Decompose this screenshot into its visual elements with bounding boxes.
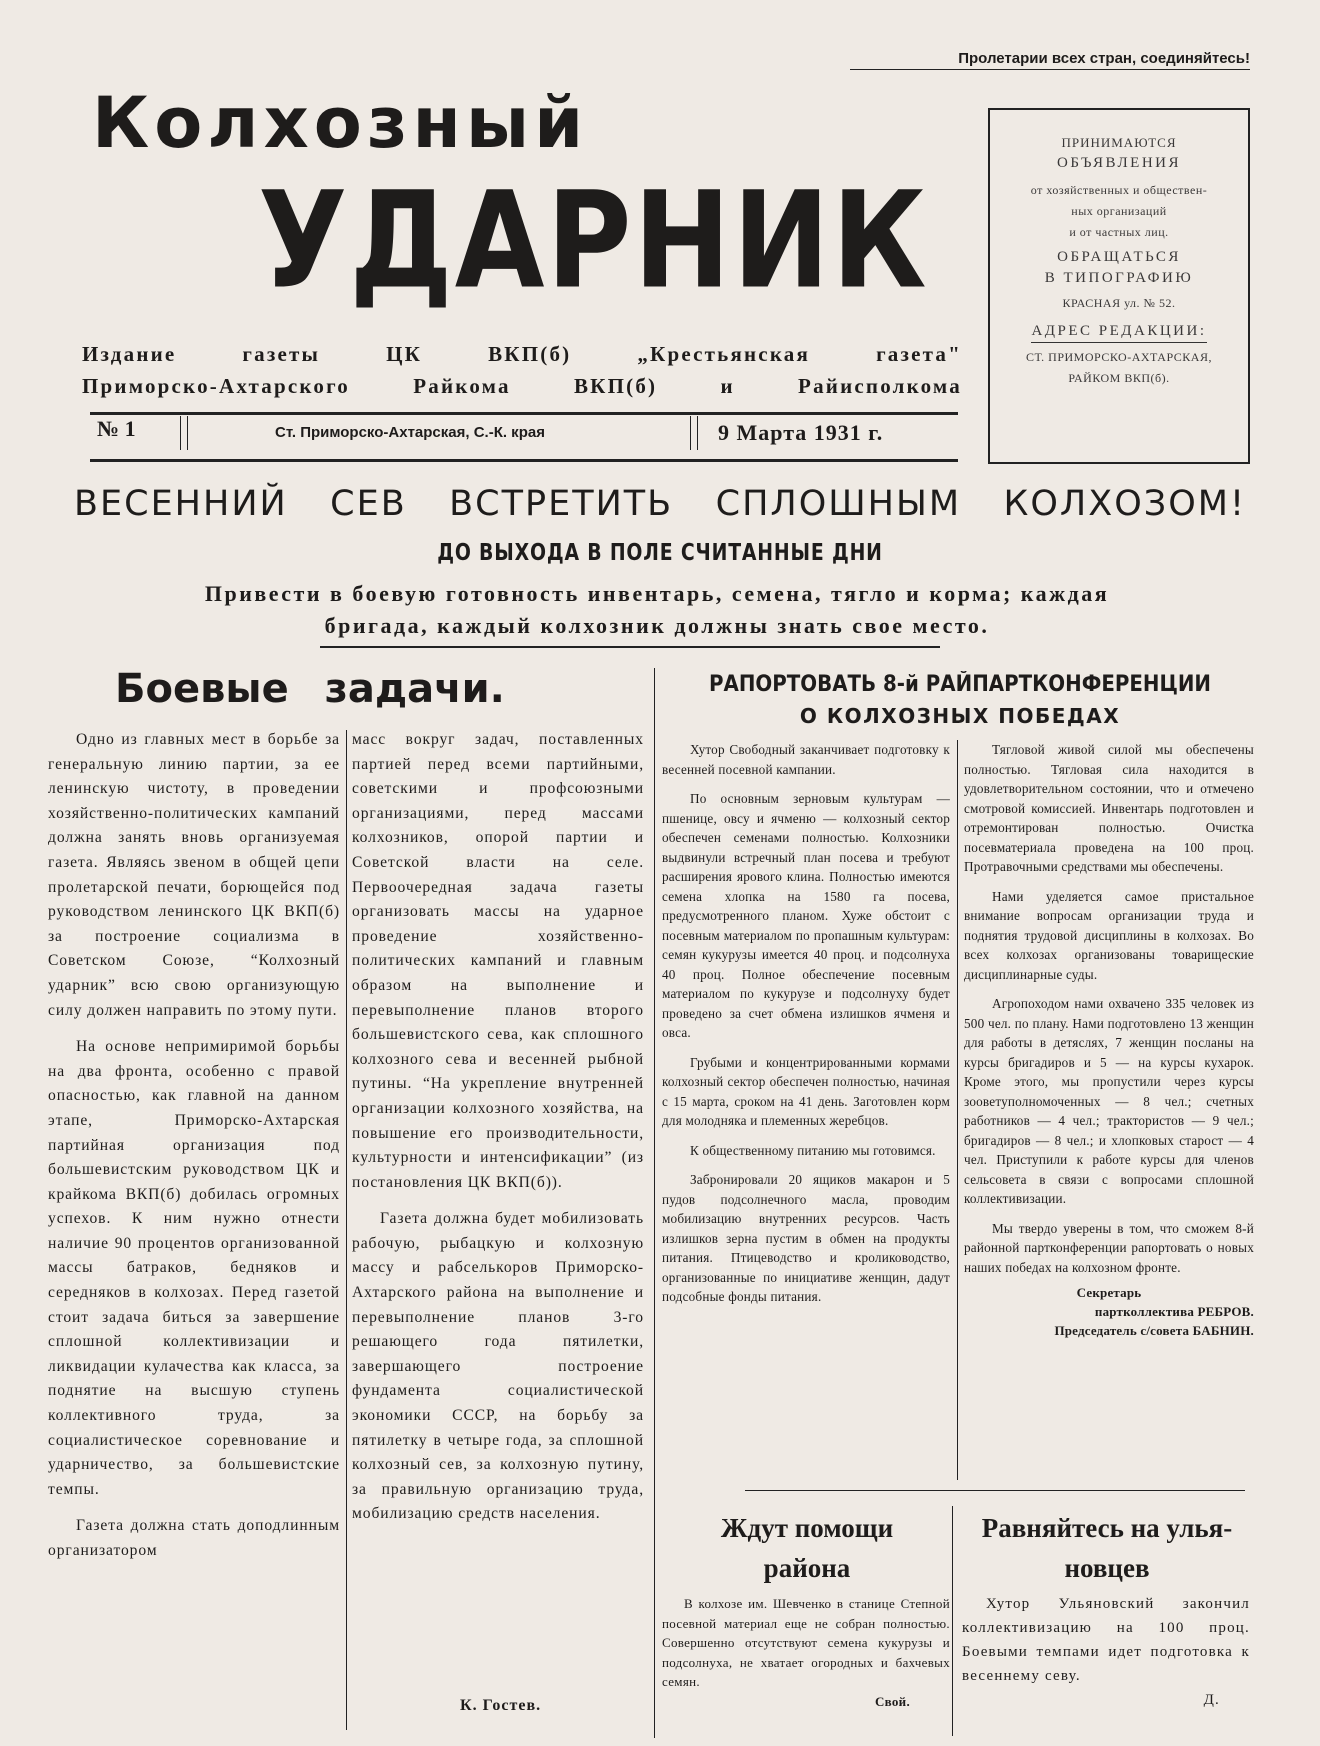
- article-text: [662, 1594, 950, 1712]
- column-divider: [952, 1506, 953, 1736]
- article-paragraph: Агропоходом нами охвачено 335 человек из 500 чел. по плану. Нами подготовлено 13 женщин для работы в детяслях, 7 женщин посланы на курсы бригадиров и 5 — на курсы кухарок. Кроме этого, мы пропустили через курсы зооветуполномоченных — 8 чел.; счетных работников — 4 чел.; трактористов — 9 чел.; бригадиров — 8 чел.; и хлопковых старост — 4 чел. Приступили к работе курсы для членов сельсовета в связи с вопросами сплошной коллективизации.: [964, 996, 1254, 1206]
- publisher-info: [82, 338, 962, 402]
- main-headline: ВЕСЕННИЙ СЕВ ВСТРЕТИТЬ СПЛОШНЫМ КОЛХОЗОМ!: [74, 484, 1246, 524]
- article-paragraph: В колхозе им. Шевченко в станице Степной посевной материал еще не собран полностью. Совершенно отсутствуют семена кукурузы и подсолнуха, не хватает огородных и бахчевых семян.: [662, 1596, 950, 1690]
- ad-line: ПРИНИМАЮТСЯ: [1061, 135, 1177, 150]
- issue-date: 9 Марта 1931 г.: [718, 420, 884, 445]
- newspaper-title-line1: Колхозный: [92, 82, 589, 164]
- article-paragraph: Мы твердо уверены в том, что сможем 8-й районной партконференции рапортовать о новых наших победах на колхозном фронте.: [964, 1220, 1254, 1275]
- article-title: РАПОРТОВАТЬ 8-й РАЙПАРТКОНФЕРЕНЦИИ: [709, 672, 1211, 697]
- lead-line1: Привести в боевую готовность инвентарь, семена, тягло и корма; каждая: [204, 581, 1110, 606]
- article-column: [964, 740, 1254, 1340]
- article-paragraph: Нами уделяется самое пристальное внимание вопросам организации труда и поднятия трудовой дисциплины в колхозах. Во всех колхозах организованы товарищеские дисциплинарные суды.: [964, 888, 1254, 982]
- article-title: Боевые задачи.: [115, 666, 505, 712]
- article-paragraph: Забронировали 20 ящиков макарон и 5 пудов подсолнечного масла, проводим мобилизацию внутренних ресурсов. Часть излишков зерна пустим в обмен на продукты питания. Птицеводство и кролиководство, организованные по инициативе женщин, дадут подсобные фонды питания.: [662, 1172, 950, 1304]
- article-title-line: Равняйтесь на улья-: [981, 1513, 1233, 1543]
- signature-line: партколлектива РЕБРОВ.: [1094, 1304, 1254, 1319]
- lead-line2: бригада, каждый колхозник должны знать свое место.: [324, 613, 990, 638]
- article-paragraph: масс вокруг задач, поставленных партией перед всеми партийными, советскими и профсоюзными организациями, перед массами колхозников, опорой партии и Советской власти на селе. Первоочередная задача газеты организовать массы на ударное проведение хозяйственно-политических кампаний и главным образом на выполнение и перевыполнение планов второго большевистского сева, как сплошного колхозного сева и весенней рыбной путины. “На укрепление внутренней организации колхозного хозяйства, на повышение его производительности, культурности и интенсификации” (из постановления ЦК ВКП(б)).: [352, 731, 644, 1191]
- article-column: [48, 728, 340, 1564]
- ad-line: РАЙКОМ ВКП(б).: [1068, 371, 1170, 385]
- article-title-line: района: [763, 1553, 851, 1583]
- article-title-line: Ждут помощи: [720, 1513, 894, 1543]
- article-subtitle: О КОЛХОЗНЫХ ПОБЕДАХ: [799, 704, 1121, 728]
- article-paragraph: Газета должна будет мобилизовать рабочую, рыбацкую и колхозную массу и рабселькоров Приморско-Ахтарского района на выполнение и перевыполнение планов 3-го решающего года пятилетки, завершающего построение фундамента социалистической экономики СССР, на борьбу за пятилетку в четыре года, за сплошной колхозный сев, за колхозную путину, за правильную организацию труда, мобилизацию средств населения.: [352, 1210, 644, 1523]
- article-author: Свой.: [874, 1693, 910, 1709]
- issue-number: № 1: [97, 416, 136, 441]
- ad-line: КРАСНАЯ ул. № 52.: [1062, 296, 1176, 310]
- article-paragraph: На основе непримиримой борьбы на два фронта, особенно с правой опасностью, как главной на данном этапе, Приморско-Ахтарская партийная организация под большевистским руководством ЦК и крайкома ВКП(б) добилась огромных успехов. К ним нужно отнести наличие 90 процентов организованной массы батраков, бедняков и середняков в колхозах. Перед газетой стоит задача биться за завершение сплошной коллективизации и ликвидации кулачества как класса, за поднятие на высшую ступень коллективного труда, за социалистическое соревнование и ударничество, за большевистские темпы.: [48, 1038, 340, 1498]
- article-paragraph: Тягловой живой силой мы обеспечены полностью. Тягловая сила находится в удовлетворительном состоянии, что и отмечено смотровой комиссией. Инвентарь подготовлен и отремонтирован полностью. Очистка посевматериала проведена на 100 проц. Протравочными средствами мы обеспечены.: [964, 742, 1254, 874]
- article-column: [662, 740, 950, 1307]
- article-column: [352, 728, 644, 1527]
- ad-line: от хозяйственных и обществен-: [1030, 183, 1208, 197]
- ad-line: и от частных лиц.: [1069, 225, 1169, 239]
- ad-line: В ТИПОГРАФИЮ: [1044, 270, 1194, 286]
- publisher-line2: Приморско-Ахтарского Райкома ВКП(б) и Райисполкома: [82, 374, 962, 398]
- article-paragraph: Газета должна стать доподлинным организатором: [48, 1517, 340, 1559]
- slogan: Пролетарии всех стран, соединяйтесь!: [850, 50, 1250, 70]
- publication-place: Ст. Приморско-Ахтарская, С.-К. края: [275, 424, 545, 441]
- ad-line: ОБРАЩАТЬСЯ: [1057, 249, 1181, 265]
- masthead-separator: [690, 416, 698, 450]
- sub-headline: ДО ВЫХОДА В ПОЛЕ СЧИТАННЫЕ ДНИ: [437, 540, 883, 566]
- article-title: [662, 1508, 952, 1588]
- advertisement-box: [988, 108, 1250, 464]
- divider: [745, 1490, 1245, 1491]
- article-paragraph: По основным зерновым культурам — пшенице, овсу и ячменю — колхозный сектор обеспечен семенами полностью. Колхозники выдвинули встречный план посева и требуют расширения ярового клина. Полностью имеются семена хлопка на 1580 га посева, предусмотренного планом. Хуже обстоит с посевным материалом по пропашным культурам: семян кукурузы имеется 40 проц. и подсолнуха 40 проц. Полное обеспечение посевным материалом по кукурузе и подсолнуху будет проведено за счет обмена излишков ячменя и овса.: [662, 791, 950, 1040]
- article-paragraph: Хутор Ульяновский закончил коллективизацию на 100 проц. Боевыми темпами идет подготовка к весеннему севу.: [962, 1596, 1250, 1684]
- signature-line: Секретарь: [1076, 1285, 1142, 1300]
- masthead-separator: [180, 416, 188, 450]
- ad-line: СТ. ПРИМОРСКО-АХТАРСКАЯ,: [1026, 350, 1212, 364]
- column-divider: [654, 668, 655, 1738]
- signature-line: Председатель с/совета БАБНИН.: [1054, 1323, 1254, 1338]
- ad-line: ОБЪЯВЛЕНИЯ: [1056, 155, 1181, 171]
- article-paragraph: Хутор Свободный заканчивает подготовку к весенней посевной кампании.: [662, 742, 950, 777]
- article-title: [962, 1508, 1252, 1588]
- column-divider: [957, 740, 958, 1480]
- article-text: [962, 1592, 1250, 1712]
- lead-text: [72, 578, 1242, 642]
- ad-line: ных организаций: [1071, 204, 1167, 218]
- article-author: Д.: [1203, 1692, 1220, 1708]
- ad-line: АДРЕС РЕДАКЦИИ:: [1031, 321, 1206, 343]
- newspaper-title-line2: УДАРНИК: [258, 163, 929, 319]
- article-paragraph: К общественному питанию мы готовимся.: [690, 1142, 936, 1158]
- publisher-line1: Издание газеты ЦК ВКП(б) „Крестьянская газета": [82, 342, 962, 366]
- article-paragraph: Грубыми и концентрированными кормами колхозный сектор обеспечен полностью, начиная с 15 марта, сроком на 41 день. Заготовлен корм для молодняка и племенных жеребцов.: [662, 1054, 950, 1128]
- column-divider: [346, 730, 347, 1730]
- article-title-line: новцев: [1064, 1553, 1150, 1583]
- article-author: К. Гостев.: [460, 1697, 542, 1714]
- divider: [320, 646, 940, 648]
- signature: [964, 1283, 1254, 1340]
- article-paragraph: Одно из главных мест в борьбе за генеральную линию партии, за ее ленинскую чистоту, в проведении хозяйственно-политических кампаний должна занять вновь организуемая газета. Являясь звеном в общей цепи пролетарской печати, борющейся под руководством ленинского ЦК ВКП(б) за построение социализма в Советском Союзе, “Колхозный ударник” всю свою организующую силу должен направить по этому пути.: [48, 731, 340, 1019]
